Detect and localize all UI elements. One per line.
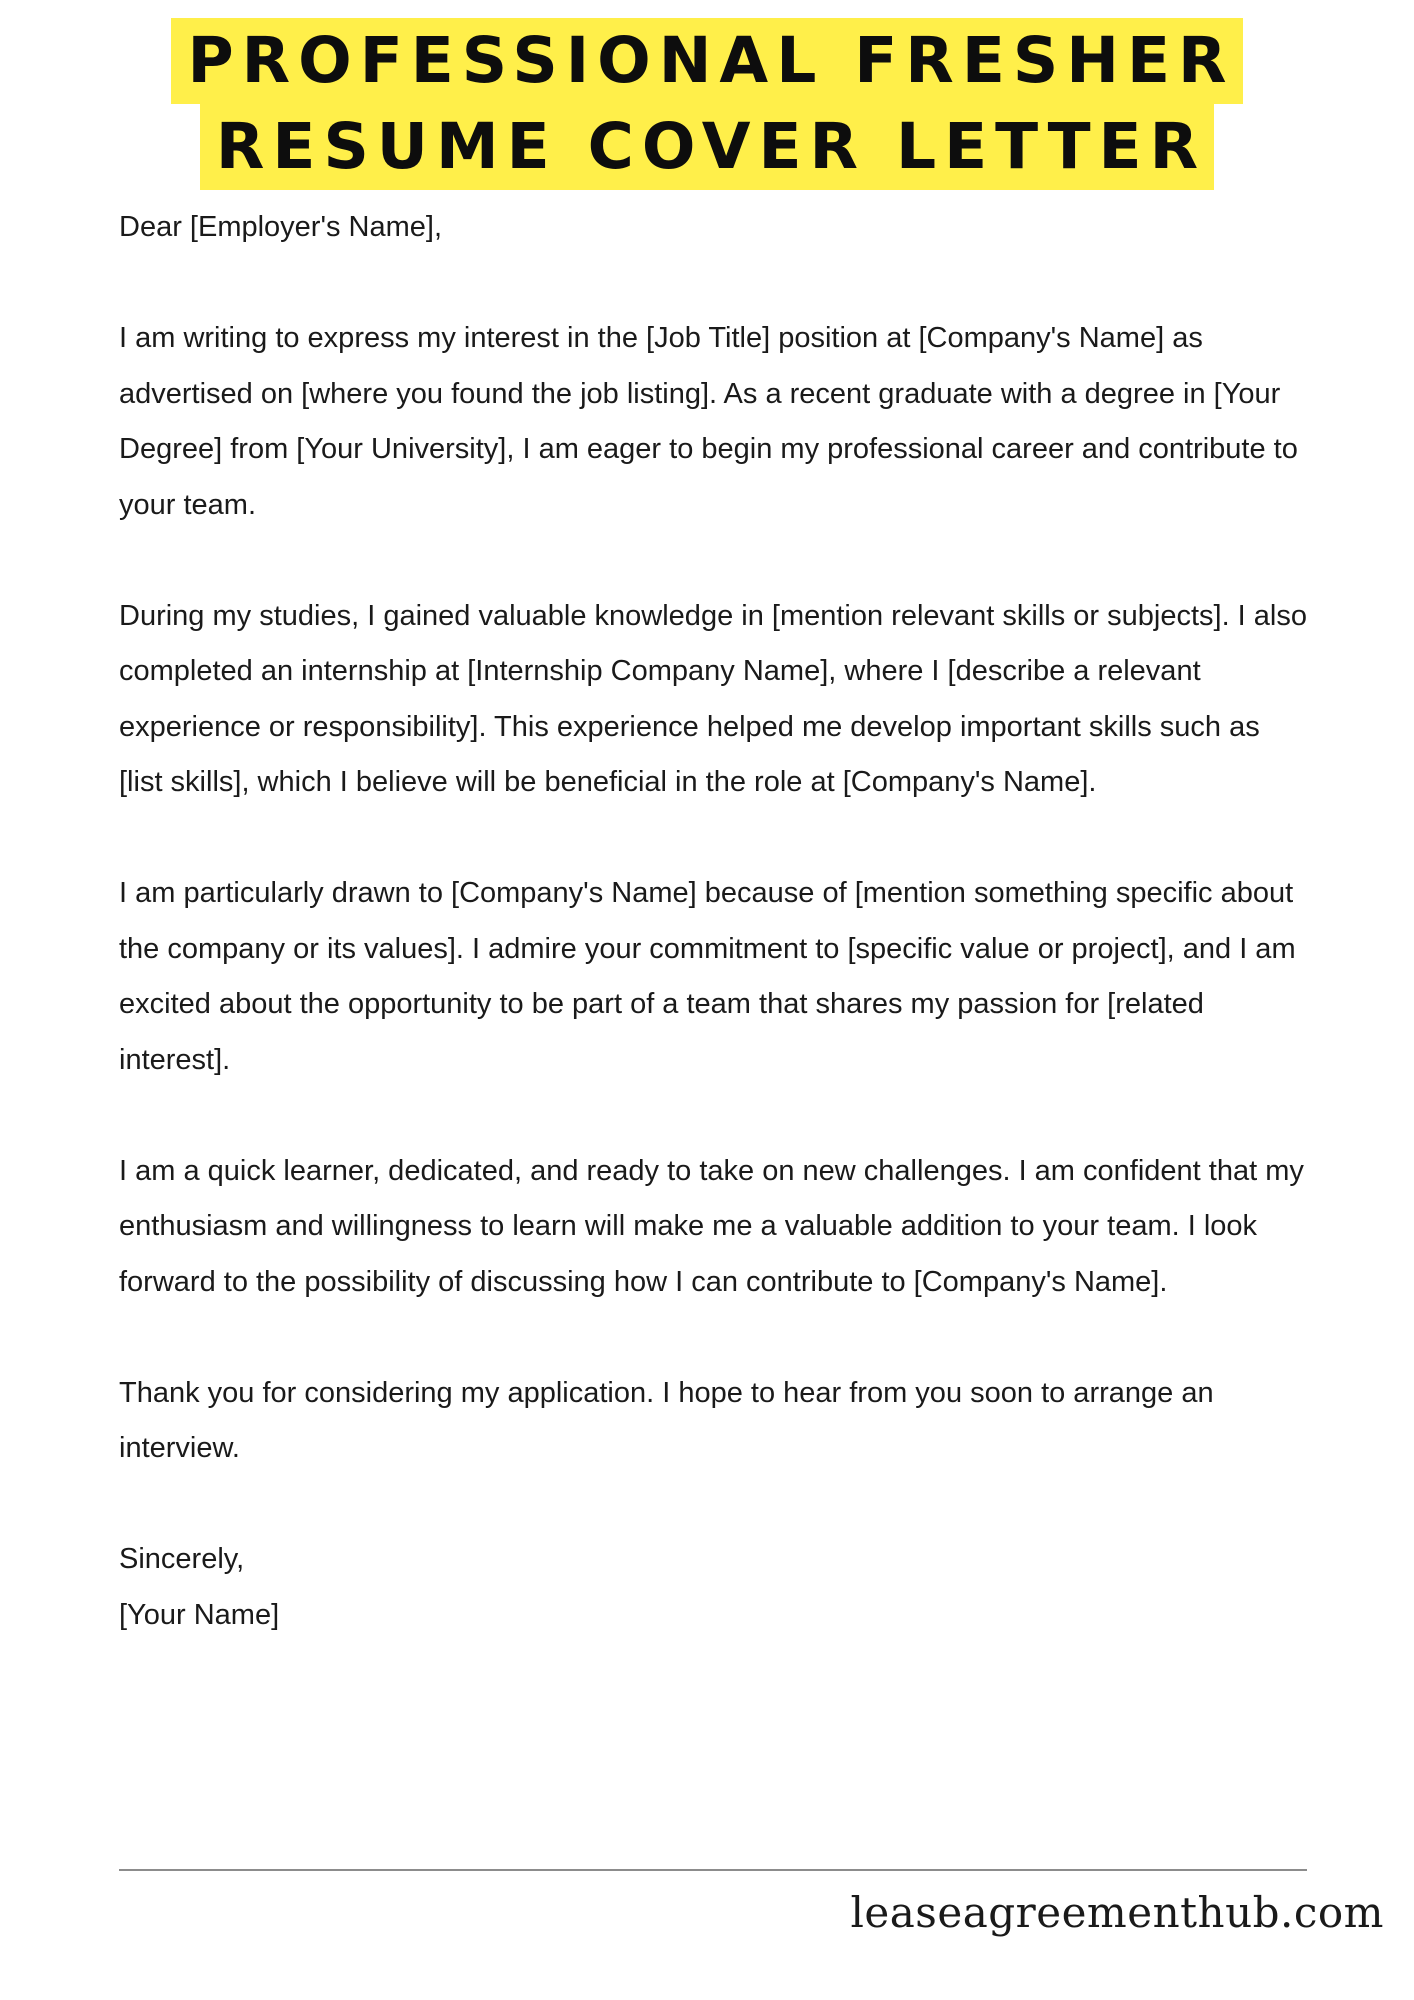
closing: Sincerely, <box>119 1543 245 1575</box>
paragraph-studies: During my studies, I gained valuable knowledge in [mention relevant skills or subjects]. I also completed an internship at [Internship Company Name], where I [describe a relevant experience or responsibility]. This experience helped me develop important skills such as [list skills], which I believe will be beneficial in the role at [Company's Name]. <box>119 599 1307 798</box>
paragraph-intro: I am writing to express my interest in the [Job Title] position at [Company's Name] as advertised on [where you found the job listing]. As a recent graduate with a degree in [Your Degree] from [Your University], I am eager to begin my professional career and contribute to your team. <box>119 322 1298 521</box>
letter-body <box>119 200 1309 1643</box>
title-line-2: RESUME COVER LETTER <box>200 104 1214 190</box>
brand-url: leaseagreementhub.com <box>850 1888 1384 1937</box>
paragraph-qualities: I am a quick learner, dedicated, and ready to take on new challenges. I am confident that my enthusiasm and willingness to learn will make me a valuable addition to your team. I look forward to the possibility of discussing how I can contribute to [Company's Name]. <box>119 1154 1304 1298</box>
title-line-1: PROFESSIONAL FRESHER <box>171 18 1242 104</box>
document-title <box>0 18 1414 190</box>
signature: [Your Name] <box>119 1598 280 1631</box>
paragraph-company: I am particularly drawn to [Company's Name] because of [mention something specific about the company or its values]. I admire your commitment to [specific value or project], and I am excited about the opportunity to be part of a team that shares my passion for [related interest]. <box>119 877 1296 1076</box>
paragraph-thanks: Thank you for considering my application. I hope to hear from you soon to arrange an interview. <box>119 1376 1214 1464</box>
footer-divider <box>119 1869 1307 1871</box>
salutation: Dear [Employer's Name], <box>119 211 443 243</box>
